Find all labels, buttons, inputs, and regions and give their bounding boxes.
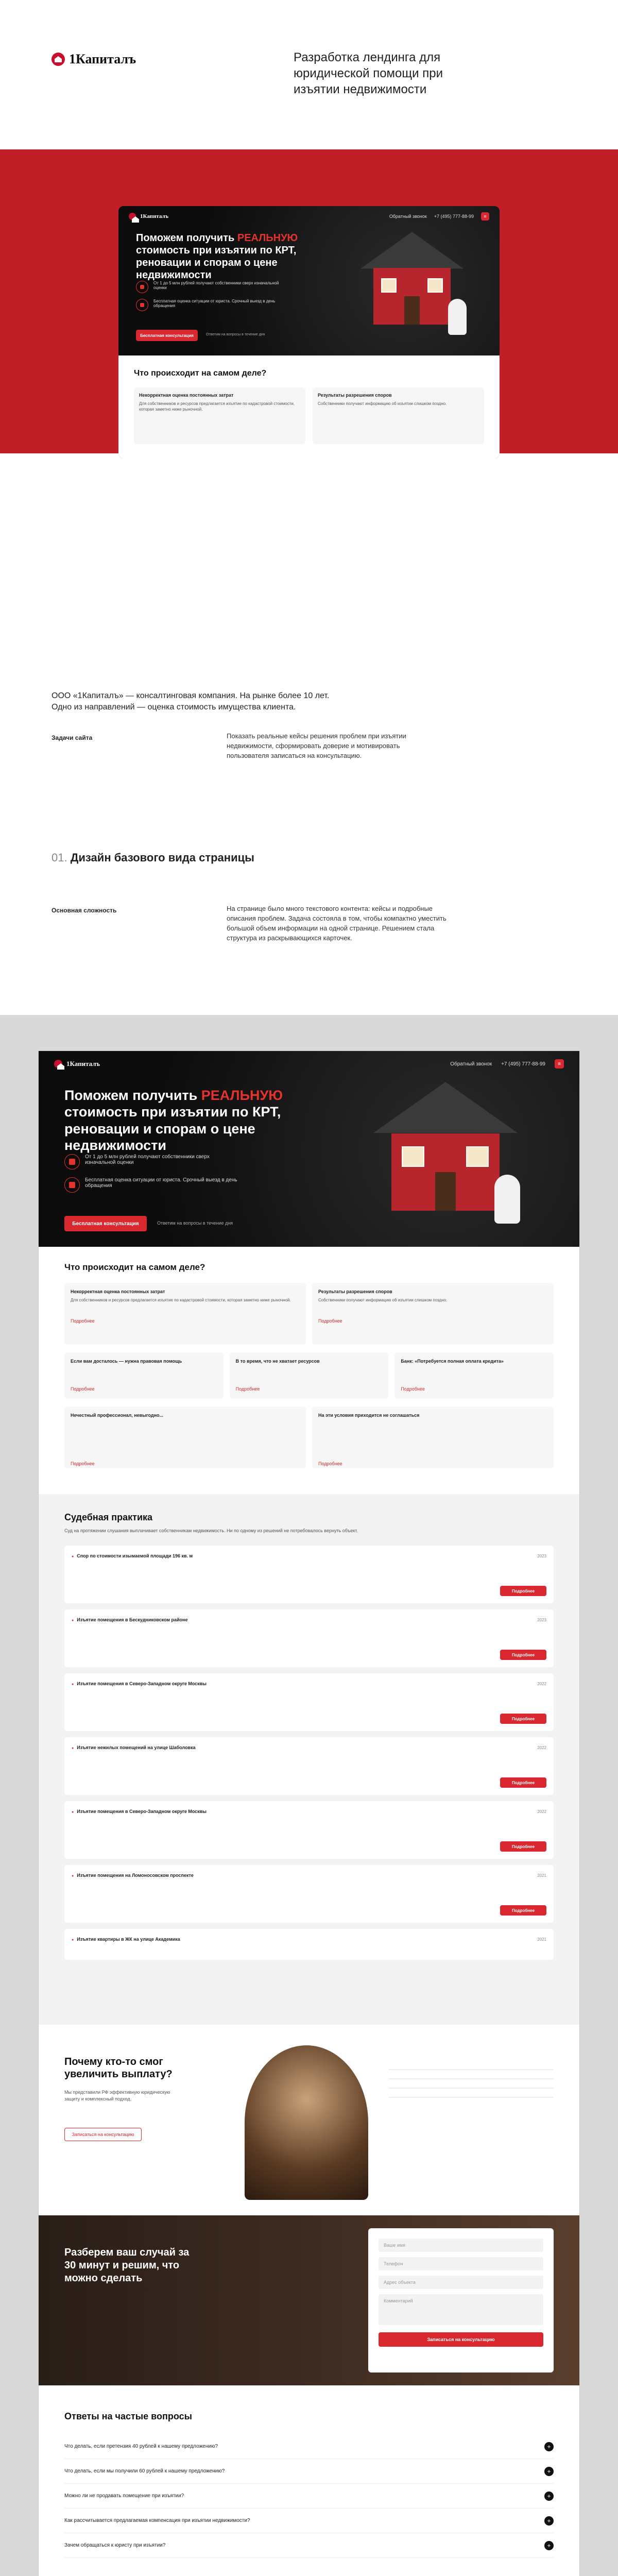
cta-note: Ответим на вопросы в течение дня — [206, 333, 265, 336]
consultation-form — [368, 2228, 554, 2372]
project-title: Разработка лендинга для юридической помощи при изъятии недвижимости — [294, 50, 443, 97]
faq-item[interactable]: Что делать, если претензия 40 рублей к нашему предложению? + — [64, 2434, 554, 2459]
why-text: Мы представили РФ эффективную юридическую защиту и комплексный подход. — [64, 2090, 170, 2102]
mail-icon — [136, 299, 148, 311]
case-details-button[interactable]: Подробнее — [500, 1650, 546, 1660]
phone-link[interactable]: +7 (495) 777-88-99 — [501, 1061, 545, 1067]
name-field[interactable]: Ваше имя — [379, 2239, 543, 2252]
faq-title: Ответы на частые вопросы — [64, 2411, 192, 2421]
mail-icon — [64, 1177, 80, 1193]
consultation-button[interactable]: Бесплатная консультация — [136, 330, 198, 341]
case-item[interactable]: ● Изъятие помещения в Северо-Западном округе Москвы 2022 Подробнее — [64, 1673, 554, 1731]
complexity-label: Основная сложность — [52, 907, 117, 914]
menu-icon[interactable]: ≡ — [481, 212, 489, 221]
case-details-button[interactable]: Подробнее — [500, 1586, 546, 1596]
design-heading: 01. Дизайн базового вида страницы — [52, 851, 254, 864]
why-title: Почему кто-то смог увеличить выплату? — [64, 2056, 173, 2080]
why-list — [389, 2061, 554, 2106]
case-details-button[interactable]: Подробнее — [500, 1905, 546, 1916]
problem-card[interactable]: Результаты разрешения споров Собственники получают информацию об изъятии слишком поздно. Подробнее — [312, 1283, 554, 1345]
case-item[interactable]: ● Спор по стоимости изымаемой площади 196 кв. м 2023 Подробнее — [64, 1546, 554, 1603]
logo-icon — [54, 1060, 62, 1068]
full-page-mockup: 1Капиталъ Обратный звонок +7 (495) 777-88-99 ≡ Поможем получить РЕАЛЬНУЮ стоимость при изъятии по КРТ, реновации и спорам о цене недвижимости От 1 до 5 млн рублей получают собственники сверх изначальной оценки Бесплатная оценка ситуации от юриста. Срочный выезд в день обращения Бесплатная консультация Ответим на вопросы в течение дня Что происходит на самом деле? Некорректная оценка постоянных затрат Для собственников и ресурсов предлагается изъятие по кадастровой стоимости, которая заметно ниже рыночной. Подробнее Результаты разрешения споров Собственники получают информацию об изъятии слишком поздно. Подробнее Если вам досталось — нужна правовая помощь Подробнее В то время, что не хватает ресурсов Подробнее Банк: «Потребуется полная оплата кредита» Подробнее Нечестный профессионал, невыгодно... Подробнее На эти условия приходится не соглашаться Подробнее Судебная практика Суд на протяжении слушания выплачивает собственникам недвижимость. Ни по одному из решений не потребовалось вернуть объект. ● Спор по стоимости изымаемой площади 196 кв. м 2023 Подробнее ● Изъятие помещения в Бескудниковском районе 2023 Подробнее ● Изъятие помещения в Северо-Западном округе Москвы 2022 Подробнее ● Изъятие нежилых помещений на улице Шаболовка 2022 Подробнее ● Изъятие помещения в Северо-Западном округе Москвы 2022 Подробнее ● Изъятие помещения на Ломоносовском проспекте 2021 Подробнее ● Изъятие квартиры в ЖК на улице Академика 2021 Почему кто-то смог увеличить выплату? Мы представили РФ эффективную юридическую защиту и комплексный подход. Записаться на консультацию Разберем ваш случай за 30 минут и решим, что можно сделать Ваше имя Телефон Адрес объекта Комментарий Записаться на консультацию Ответы на частые вопросы Что делать, если претензия 40 рублей к нашему предложению? + Что делать, если мы получили 60 рублей к нашему предложению? + Можно ли не продавать помещение при изъятии? + Как рассчитывается предлагаемая компенсация при изъятии недвижимости? + Зачем обращаться к юристу при изъятии? + — [39, 1051, 579, 2576]
case-details-button[interactable]: Подробнее — [500, 1841, 546, 1852]
plus-icon: + — [544, 2442, 554, 2451]
plus-icon: + — [544, 2541, 554, 2550]
plus-icon: + — [544, 2492, 554, 2501]
hero-feature-1: От 1 до 5 млн рублей получают собственники сверх изначальной оценки — [136, 281, 280, 293]
practice-intro: Суд на протяжении слушания выплачивает собственникам недвижимость. Ни по одному из решений не потребовалось вернуть объект. — [64, 1528, 358, 1533]
problem-card[interactable]: Некорректная оценка постоянных затрат Для собственников и ресурсов предлагается изъятие по кадастровой стоимости, которая заметно ниже рыночной. Подробнее — [64, 1283, 306, 1345]
intro-title: Что происходит на самом деле? — [134, 369, 267, 378]
why-button[interactable]: Записаться на консультацию — [64, 2128, 142, 2141]
menu-icon[interactable]: ≡ — [555, 1059, 564, 1069]
money-icon — [64, 1154, 80, 1170]
problem-card[interactable]: Банк: «Потребуется полная оплата кредита» Подробнее — [394, 1352, 554, 1399]
house-illustration — [358, 1077, 533, 1242]
figure-icon — [494, 1175, 520, 1224]
form-submit-button[interactable]: Записаться на консультацию — [379, 2332, 543, 2347]
faq-item[interactable]: Зачем обращаться к юристу при изъятии? + — [64, 2533, 554, 2558]
logo-icon — [52, 53, 65, 66]
logo-text: 1Капиталъ — [69, 52, 136, 66]
page-logo[interactable]: 1Капиталъ — [54, 1060, 100, 1068]
faq-item[interactable]: Что делать, если мы получили 60 рублей к нашему предложению? + — [64, 2459, 554, 2484]
page-feature-1: От 1 до 5 млн рублей получают собственники сверх изначальной оценки — [64, 1154, 239, 1170]
faq-item[interactable]: Можно ли не продавать помещение при изъятии? + — [64, 2484, 554, 2509]
figure-icon — [448, 299, 467, 335]
brand-logo — [52, 52, 136, 67]
page-consultation-button[interactable]: Бесплатная консультация — [64, 1216, 147, 1231]
phone-link[interactable]: +7 (495) 777-88-99 — [434, 214, 474, 219]
case-item[interactable]: ● Изъятие помещения в Бескудниковском районе 2023 Подробнее — [64, 1609, 554, 1667]
callback-link[interactable]: Обратный звонок — [450, 1061, 492, 1067]
task-label: Задачи сайта — [52, 734, 93, 741]
problems-grid-bottom — [64, 1406, 554, 1468]
form-title: Разберем ваш случай за 30 минут и решим, что можно сделать — [64, 2247, 190, 2284]
hero-feature-2: Бесплатная оценка ситуации от юриста. Срочный выезд в день обращения — [136, 299, 280, 311]
phone-field[interactable]: Телефон — [379, 2257, 543, 2270]
house-illustration — [350, 227, 474, 350]
themis-statue-image — [245, 2045, 368, 2200]
address-field[interactable]: Адрес объекта — [379, 2276, 543, 2289]
problem-card[interactable]: В то время, что не хватает ресурсов Подробнее — [230, 1352, 389, 1399]
case-details-button[interactable]: Подробнее — [500, 1714, 546, 1724]
problem-card[interactable]: На эти условия приходится не соглашаться Подробнее — [312, 1406, 554, 1468]
task-text: Показать реальные кейсы решения проблем при изъятии недвижимости, сформировать доверие и мотивировать пользователя записаться на консультацию. — [227, 732, 406, 759]
plus-icon: + — [544, 2467, 554, 2476]
complexity-text: На странице было много текстового контента: кейсы и подробные описания проблем. Задача состояла в том, чтобы компактно уместить большой объем информации на одной странице. Решением стала структура из раскрывающихся карточек. — [227, 905, 447, 942]
plus-icon: + — [544, 2516, 554, 2526]
money-icon — [136, 281, 148, 293]
case-item[interactable]: ● Изъятие квартиры в ЖК на улице Академика 2021 — [64, 1929, 554, 1960]
company-description: ООО «1Капиталъ» — консалтинговая компания. На рынке более 10 лет. Одно из направлений — оценка стоимость имущества клиента. — [52, 691, 330, 712]
comment-field[interactable]: Комментарий — [379, 2294, 543, 2325]
project-header — [0, 0, 618, 149]
problem-card[interactable]: Если вам досталось — нужна правовая помощь Подробнее — [64, 1352, 224, 1399]
logo-icon — [129, 213, 136, 220]
hero-title: Поможем получить РЕАЛЬНУЮ стоимость при изъятии по КРТ, реновации и спорам о цене недвижимости — [136, 232, 298, 281]
case-details-button[interactable]: Подробнее — [500, 1777, 546, 1788]
page-hero-title: Поможем получить РЕАЛЬНУЮ стоимость при изъятии по КРТ, реновации и спорам о цене недвижимости — [64, 1088, 283, 1154]
practice-title: Судебная практика — [64, 1512, 153, 1522]
intro-card-2[interactable]: Результаты разрешения споров Собственники получают информацию об изъятии слишком поздно. — [313, 387, 484, 444]
problem-card[interactable]: Нечестный профессионал, невыгодно... Подробнее — [64, 1406, 306, 1468]
case-item[interactable]: ● Изъятие нежилых помещений на улице Шаболовка 2022 Подробнее — [64, 1737, 554, 1795]
case-item[interactable]: ● Изъятие помещения на Ломоносовском проспекте 2021 Подробнее — [64, 1865, 554, 1923]
hero-logo[interactable]: 1Капиталъ — [129, 213, 168, 220]
page-feature-2: Бесплатная оценка ситуации от юриста. Срочный выезд в день обращения — [64, 1177, 239, 1193]
callback-link[interactable]: Обратный звонок — [389, 214, 427, 219]
cases-list — [64, 1546, 554, 1960]
case-item[interactable]: ● Изъятие помещения в Северо-Западном округе Москвы 2022 Подробнее — [64, 1801, 554, 1859]
hero-mockup-1 — [118, 206, 500, 459]
problems-grid-top — [64, 1283, 554, 1345]
intro-card-1[interactable]: Некорректная оценка постоянных затрат Для собственников и ресурсов предлагается изъятие по кадастровой стоимости, которая заметно ниже рыночной. — [134, 387, 305, 444]
faq-item[interactable]: Как рассчитывается предлагаемая компенсация при изъятии недвижимости? + — [64, 2509, 554, 2533]
problems-grid-mid — [64, 1352, 554, 1399]
problems-title: Что происходит на самом деле? — [64, 1262, 205, 1272]
faq-list — [64, 2434, 554, 2558]
